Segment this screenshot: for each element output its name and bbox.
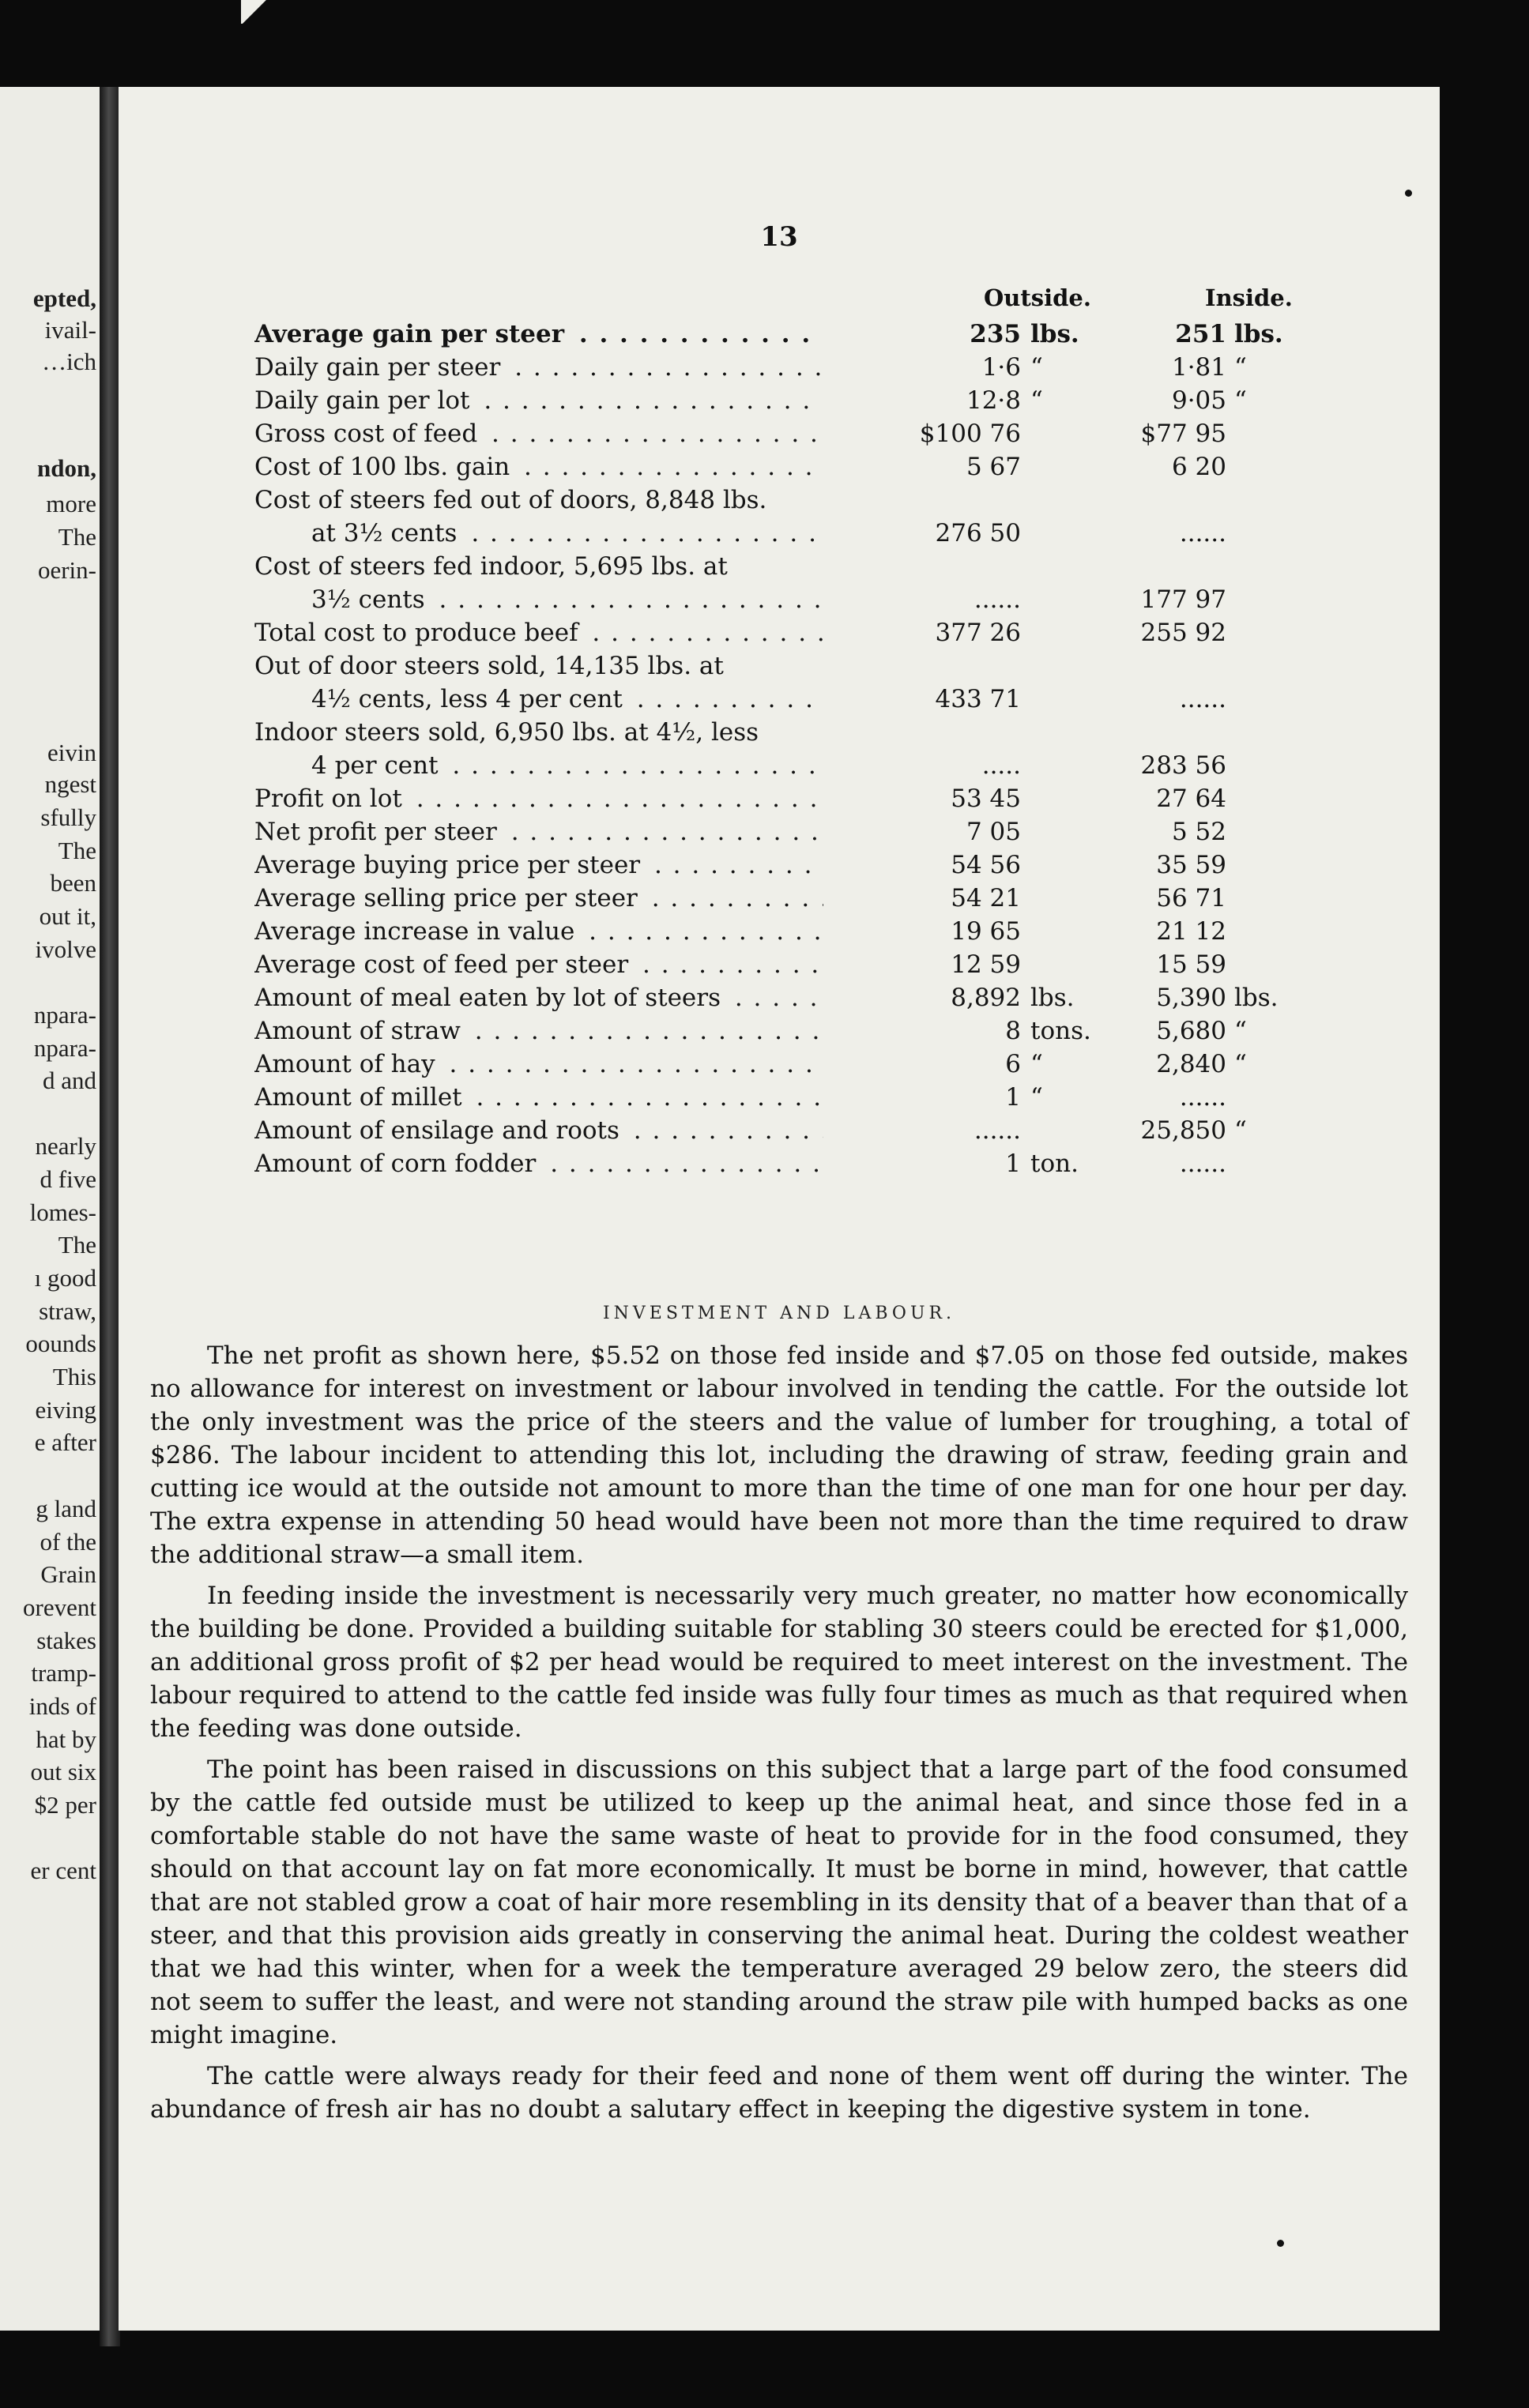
table-rows <box>254 318 1345 1180</box>
column-header-outside: Outside. <box>984 284 1091 311</box>
corner-crease <box>241 0 273 24</box>
left-page-line: epted, <box>32 284 96 312</box>
outside-value: 7 05 <box>966 818 1021 846</box>
inside-value: ...... <box>1179 1149 1226 1178</box>
outside-value: 54 56 <box>951 851 1021 879</box>
outside-value: 8,892 <box>951 984 1021 1012</box>
table-row <box>254 1114 1345 1147</box>
table-row <box>254 450 1345 483</box>
row-label <box>254 417 823 450</box>
left-page-line: d five <box>40 1165 96 1193</box>
row-label-text: Cost of 100 lbs. gain <box>254 453 514 481</box>
outside-unit: ton. <box>1030 1149 1079 1178</box>
row-label-text: Average selling price per steer <box>254 884 642 912</box>
row-label <box>254 450 823 483</box>
inside-value: 21 12 <box>1156 917 1226 946</box>
row-label-text: Cost of steers fed out of doors, 8,848 lbs. <box>254 486 771 514</box>
table-row <box>254 1048 1345 1081</box>
inside-value: 56 71 <box>1156 884 1226 912</box>
row-label-text: Net profit per steer <box>254 818 502 846</box>
table-row <box>254 948 1345 981</box>
row-label <box>254 318 823 351</box>
left-page-line: ı good <box>34 1264 96 1292</box>
row-label <box>254 948 823 981</box>
inside-value: 255 92 <box>1140 619 1226 647</box>
left-page-line: eiving <box>35 1396 96 1424</box>
outside-value: 235 <box>970 320 1021 348</box>
table-row <box>254 1147 1345 1180</box>
outside-value: 6 <box>1005 1050 1021 1078</box>
row-label-text: Amount of corn fodder <box>254 1149 540 1178</box>
row-label-text: Amount of straw <box>254 1017 465 1045</box>
speck-mark <box>1277 2240 1284 2247</box>
table-row <box>254 649 1345 716</box>
left-page-line: ivail- <box>44 316 96 344</box>
row-label <box>254 782 823 815</box>
outside-value: 19 65 <box>951 917 1021 946</box>
inside-unit: “ <box>1234 1050 1247 1078</box>
left-page-line: more <box>46 490 96 517</box>
left-page-line: lomes- <box>29 1198 96 1226</box>
column-header-inside: Inside. <box>1205 284 1293 311</box>
body-text <box>150 1339 1408 2134</box>
left-page-line: sfully <box>40 803 96 831</box>
inside-unit: lbs. <box>1234 984 1279 1012</box>
row-label-text: Indoor steers sold, 6,950 lbs. at 4½, less <box>254 718 763 747</box>
page-number: 13 <box>760 221 798 253</box>
row-label <box>254 815 823 848</box>
row-label-text: Profit on lot <box>254 784 407 813</box>
outside-unit: “ <box>1030 1050 1043 1078</box>
table-row <box>254 483 1345 550</box>
inside-value: 1·81 <box>1171 353 1226 382</box>
row-label <box>254 550 823 616</box>
row-label <box>254 351 823 384</box>
body-paragraph: The net profit as shown here, $5.52 on those fed inside and $7.05 on those fed outside, makes no allowance for interest on investment or labour involved in tending the cattle. For the outside lot the only investment was the price of the steers and the value of lumber for troughing, a total of $286. The labour incident to attending this lot, including the drawing of straw, feeding grain and cutting ice would at the outside not amount to more than the time of one man for one hour per day. The extra expense in attending 50 head would have been not more than the time required to draw the additional straw—a small item. <box>150 1341 1408 1569</box>
inside-value: 27 64 <box>1156 784 1226 813</box>
book-gutter <box>100 87 120 2346</box>
inside-unit: “ <box>1234 353 1247 382</box>
body-paragraph: The cattle were always ready for their feed and none of them went off during the winter. The abundance of fresh air has no doubt a salutary effect in keeping the digestive system in tone. <box>150 2062 1408 2124</box>
left-page-line: oerin- <box>37 556 96 584</box>
inside-value: 251 <box>1175 320 1226 348</box>
left-page-line: ivolve <box>35 935 96 963</box>
row-label-text: Amount of meal eaten by lot of steers <box>254 984 725 1012</box>
table-row <box>254 616 1345 649</box>
inside-value: 35 59 <box>1156 851 1226 879</box>
inside-value: 5 52 <box>1171 818 1226 846</box>
inside-value: 2,840 <box>1156 1050 1226 1078</box>
row-label <box>254 981 823 1014</box>
row-label <box>254 716 823 782</box>
outside-value: 8 <box>1005 1017 1021 1045</box>
outside-unit: “ <box>1030 353 1043 382</box>
row-label-text: Average increase in value <box>254 917 579 946</box>
row-label-text: Total cost to produce beef <box>254 619 583 647</box>
row-label-text: Amount of millet <box>254 1083 467 1112</box>
inside-value: $77 95 <box>1140 420 1226 448</box>
table-row <box>254 882 1345 915</box>
row-label-continuation: at 3½ cents <box>311 519 461 547</box>
row-label-continuation: 4½ cents, less 4 per cent <box>311 685 627 713</box>
left-page-line: er cent <box>30 1857 96 1884</box>
left-page-line: ngest <box>44 770 96 798</box>
inside-value: 5,680 <box>1156 1017 1226 1045</box>
outside-value: 1 <box>1005 1083 1021 1112</box>
table-row <box>254 1081 1345 1114</box>
inside-value: 9·05 <box>1171 386 1226 415</box>
main-page <box>119 87 1440 2331</box>
outside-value: ...... <box>974 1116 1021 1145</box>
left-page-text <box>0 87 101 2331</box>
row-label <box>254 1114 823 1147</box>
left-page-line: straw, <box>39 1297 96 1325</box>
row-label <box>254 384 823 417</box>
outside-value: ...... <box>974 585 1021 614</box>
outside-unit: lbs. <box>1030 984 1075 1012</box>
row-label <box>254 483 823 550</box>
row-label-text: Average gain per steer <box>254 320 569 348</box>
left-page-line: eivin <box>47 739 96 766</box>
left-page-line: ndon, <box>37 454 96 482</box>
speck-mark <box>1405 190 1412 197</box>
row-label-text: Daily gain per steer <box>254 353 505 382</box>
outside-unit: lbs. <box>1030 320 1079 348</box>
row-label <box>254 616 823 649</box>
row-label-text: Amount of ensilage and roots <box>254 1116 624 1145</box>
left-page-fragment <box>0 87 101 2331</box>
table-row <box>254 1014 1345 1048</box>
inside-value: 25,850 <box>1140 1116 1226 1145</box>
outside-value: 433 71 <box>935 685 1021 713</box>
left-page-line: out six <box>30 1758 96 1785</box>
inside-value: 177 97 <box>1140 585 1226 614</box>
table-row <box>254 318 1345 351</box>
table-row <box>254 915 1345 948</box>
row-label <box>254 1147 823 1180</box>
outside-value: ..... <box>981 751 1021 780</box>
left-page-line: …ich <box>42 348 96 375</box>
outside-value: 276 50 <box>935 519 1021 547</box>
left-page-line: e after <box>34 1428 96 1456</box>
left-page-line: $2 per <box>34 1791 96 1819</box>
row-label-continuation: 3½ cents <box>311 585 430 614</box>
left-page-line: orevent <box>23 1593 96 1621</box>
table-row <box>254 815 1345 848</box>
outside-value: 5 67 <box>966 453 1021 481</box>
left-page-line: inds of <box>28 1692 96 1720</box>
left-page-line: tramp- <box>31 1659 96 1687</box>
outside-unit: “ <box>1030 386 1043 415</box>
inside-value: ...... <box>1179 519 1226 547</box>
row-label <box>254 1014 823 1048</box>
table-row <box>254 782 1345 815</box>
left-page-line: The <box>58 837 96 864</box>
row-label-text: Average cost of feed per steer <box>254 950 633 979</box>
inside-unit: “ <box>1234 1116 1247 1145</box>
outside-value: 53 45 <box>951 784 1021 813</box>
row-label-text: Amount of hay <box>254 1050 440 1078</box>
left-page-line: out it, <box>39 902 96 930</box>
left-page-line: The <box>58 523 96 551</box>
outside-value: $100 76 <box>919 420 1021 448</box>
row-label <box>254 649 823 716</box>
left-page-line: oounds <box>25 1330 96 1357</box>
outside-unit: tons. <box>1030 1017 1091 1045</box>
inside-value: ...... <box>1179 685 1226 713</box>
table-row <box>254 384 1345 417</box>
row-label-text: Daily gain per lot <box>254 386 475 415</box>
row-label <box>254 915 823 948</box>
left-page-line: The <box>58 1231 96 1259</box>
row-label <box>254 882 823 915</box>
table-row <box>254 550 1345 616</box>
left-page-line: d and <box>42 1067 96 1094</box>
left-page-line: stakes <box>36 1627 96 1654</box>
row-label-text: Cost of steers fed indoor, 5,695 lbs. at <box>254 552 732 581</box>
left-page-line: nearly <box>35 1132 96 1160</box>
row-label-text: Out of door steers sold, 14,135 lbs. at <box>254 652 729 680</box>
table-row <box>254 716 1345 782</box>
outside-value: 54 21 <box>951 884 1021 912</box>
row-label-continuation: 4 per cent <box>311 751 443 780</box>
outside-value: 1 <box>1005 1149 1021 1178</box>
row-label <box>254 1081 823 1114</box>
outside-unit: “ <box>1030 1083 1043 1112</box>
inside-value: 5,390 <box>1156 984 1226 1012</box>
outside-value: 377 26 <box>935 619 1021 647</box>
table-row <box>254 848 1345 882</box>
left-page-line: of the <box>40 1528 96 1556</box>
left-page-line: g land <box>36 1495 96 1522</box>
row-label <box>254 1048 823 1081</box>
left-page-line: been <box>50 869 96 897</box>
outside-value: 1·6 <box>981 353 1021 382</box>
outside-value: 12 59 <box>951 950 1021 979</box>
body-paragraph: The point has been raised in discussions on this subject that a large part of the food consumed by the cattle fed outside must be utilized to keep up the animal heat, and since those fed in a comfortable stable do not have the same waste of heat to provide for in the food consumed, they should on that account lay on fat more economically. It must be borne in mind, however, that cattle that are not stabled grow a coat of hair more resembling in its density that of a beaver than that of a steer, and that this provision aids greatly in conserving the animal heat. During the coldest weather that we had this winter, when for a week the temperature averaged 29 below zero, the steers did not seem to suffer the least, and were not standing around the straw pile with humped backs as one might imagine. <box>150 1755 1408 2049</box>
left-page-line: npara- <box>33 1001 96 1029</box>
row-label <box>254 848 823 882</box>
table-row <box>254 417 1345 450</box>
row-label-text: Average buying price per steer <box>254 851 645 879</box>
inside-unit: “ <box>1234 1017 1247 1045</box>
inside-value: ...... <box>1179 1083 1226 1112</box>
left-page-line: This <box>52 1363 96 1390</box>
inside-value: 283 56 <box>1140 751 1226 780</box>
outside-value: 12·8 <box>966 386 1021 415</box>
inside-unit: lbs. <box>1234 320 1283 348</box>
row-label-text: Gross cost of feed <box>254 420 482 448</box>
inside-unit: “ <box>1234 386 1247 415</box>
body-paragraph: In feeding inside the investment is necessarily very much greater, no matter how economically the building be done. Provided a building suitable for stabling 30 steers could be erected for $1,000, an additional gross profit of $2 per head would be required to meet interest on the investment. The labour required to attend to the cattle fed inside was fully four times as much as that required when the feeding was done outside. <box>150 1582 1408 1743</box>
left-page-line: npara- <box>33 1034 96 1062</box>
inside-value: 15 59 <box>1156 950 1226 979</box>
inside-value: 6 20 <box>1171 453 1226 481</box>
left-page-line: hat by <box>36 1725 96 1753</box>
left-page-line: Grain <box>40 1560 96 1588</box>
table-row <box>254 351 1345 384</box>
section-heading: INVESTMENT AND LABOUR. <box>602 1304 956 1323</box>
table-row <box>254 981 1345 1014</box>
